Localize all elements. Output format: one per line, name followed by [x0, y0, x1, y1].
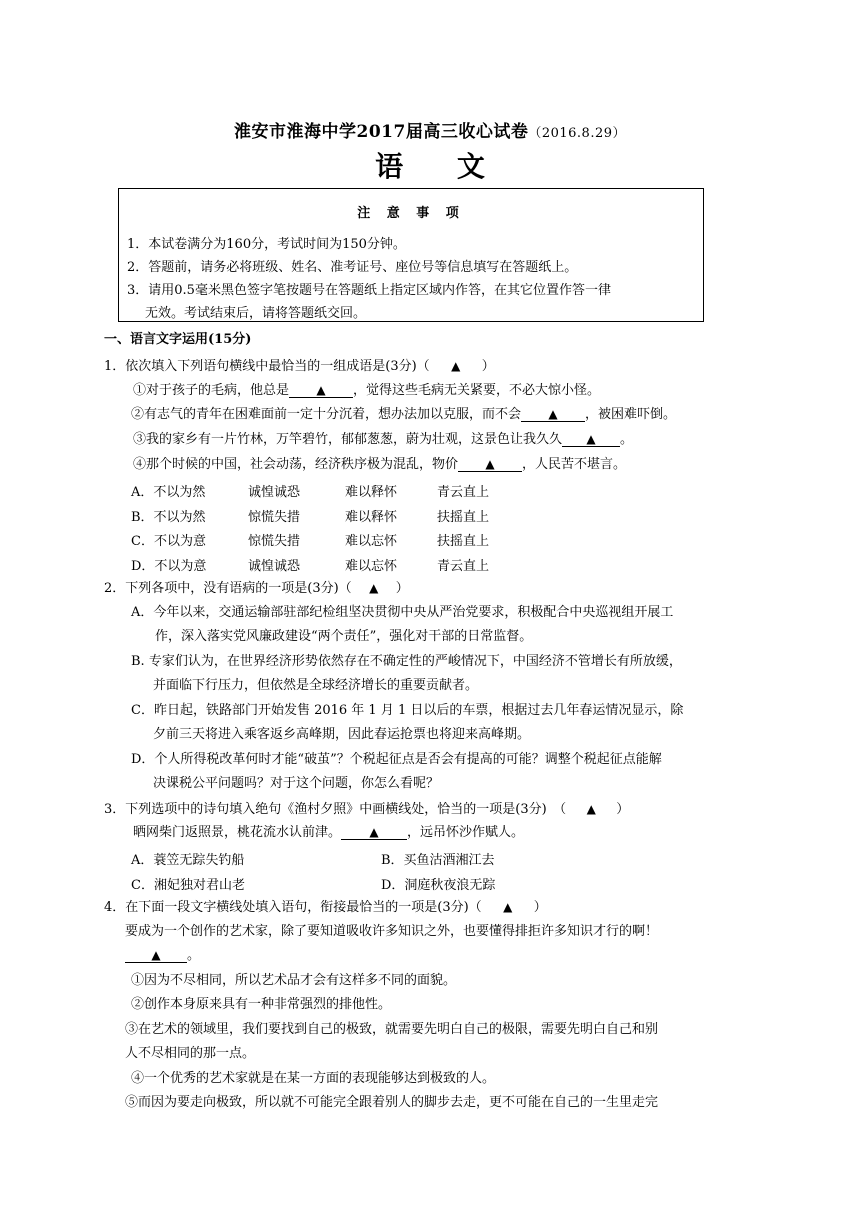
answer-marker: ▲: [451, 359, 461, 373]
notice-item-3-cont: 无效。考试结束后，请将答题纸交回。: [145, 306, 367, 321]
question-4-passage: 要成为一个创作的艺术家，除了要知道吸收许多知识之外，也要懂得排拒许多知识才行的啊！: [125, 924, 659, 939]
answer-blank: ▲: [125, 948, 187, 963]
question-3-poem: 晒网柴门返照景，桃花流水认前津。 ▲ ，远吊怀沙作赋人。: [133, 825, 525, 840]
option-1b-1: B．不以为然: [131, 510, 206, 525]
option-1d-3: 难以忘怀: [345, 559, 398, 574]
question-1-sentence-1: ①对于孩子的毛病，他总是 ▲ ，觉得这些毛病无关紧要，不必大惊小怪。: [133, 383, 601, 398]
answer-marker: ▲: [369, 581, 379, 595]
question-2-option-c-line-1: C．昨日起，铁路部门开始发售 2016 年 1 月 1 日以后的车票，根据过去几年春运情况显示，除: [131, 703, 684, 718]
notice-item-3: 3．请用0.5毫米黑色签字笔按题号在答题纸上指定区域内作答，在其它位置作答一律: [127, 283, 611, 298]
question-2-option-c-line-2: 夕前三天将进入乘客返乡高峰期，因此春运抢票也将迎来高峰期。: [153, 727, 531, 742]
section-heading-1: 一、语言文字运用(15分): [104, 332, 252, 347]
option-1b-3: 难以释怀: [345, 510, 398, 525]
question-4-item-3-line-1: ③在艺术的领域里，我们要找到自己的极致，就需要先明白自己的极限，需要先明白自己和别: [125, 1022, 659, 1037]
question-3-option-a: A．蓑笠无踪失钓船: [131, 853, 245, 868]
question-4-item-3-line-2: 人不尽相同的那一点。: [125, 1046, 256, 1061]
answer-marker: ▲: [586, 802, 596, 816]
question-1-sentence-4: ④那个时候的中国，社会动荡，经济秩序极为混乱，物价 ▲ ，人民苦不堪言。: [133, 457, 627, 472]
question-2-option-d-line-2: 决课税公平问题吗？对于这个问题，你怎么看呢？: [153, 776, 440, 791]
question-2-option-a-line-2: 作，深入落实党风廉政建设“两个责任”，强化对干部的日常监督。: [155, 629, 533, 644]
question-3-option-c: C．湘妃独对君山老: [131, 878, 245, 893]
question-3-option-b: B．买鱼沽酒湘江去: [381, 853, 495, 868]
question-4-blank-line: ▲ 。: [125, 947, 200, 965]
notice-box: [118, 188, 704, 322]
option-1d-1: D．不以为意: [131, 559, 207, 574]
option-1c-4: 扶摇直上: [437, 534, 490, 549]
option-1b-2: 惊慌失措: [248, 510, 301, 525]
option-1a-2: 诚惶诚恐: [248, 485, 301, 500]
option-1d-2: 诚惶诚恐: [248, 559, 301, 574]
question-1-stem: 1．依次填入下列语句横线中最恰当的一组成语是(3分)（ ▲ ）: [104, 359, 495, 374]
question-2-option-a-line-1: A．今年以来，交通运输部驻部纪检组坚决贯彻中央从严治党要求，积极配合中央巡视组开展工: [131, 605, 674, 620]
question-2-stem: 2．下列各项中，没有语病的一项是(3分)（ ▲ ）: [104, 581, 409, 596]
notice-item-2: 2．答题前，请务必将班级、姓名、准考证号、座位号等信息填写在答题纸上。: [127, 260, 578, 275]
question-4-item-1: ①因为不尽相同，所以艺术品才会有这样多不同的面貌。: [131, 973, 457, 988]
notice-item-1: 1．本试卷满分为160分，考试时间为150分钟。: [127, 237, 406, 252]
question-3-stem: 3．下列选项中的诗句填入绝句《渔村夕照》中画横线处，恰当的一项是(3分) （ ▲ ）: [104, 802, 630, 817]
question-3-option-d: D．洞庭秋夜浪无踪: [381, 878, 496, 893]
answer-blank: ▲: [289, 383, 353, 398]
question-4-stem: 4．在下面一段文字横线处填入语句，衔接最恰当的一项是(3分)（ ▲ ）: [104, 900, 547, 915]
question-2-option-b-line-1: B. 专家们认为，在世界经济形势依然存在不确定性的严峻情况下，中国经济不管增长有所放缓，: [131, 654, 682, 669]
exam-date: （2016.8.29）: [528, 126, 626, 141]
question-1-sentence-3: ③我的家乡有一片竹林，万竿碧竹，郁郁葱葱，蔚为壮观，这景色让我久久 ▲ 。: [133, 432, 634, 447]
question-1-sentence-2: ②有志气的青年在困难面前一定十分沉着，想办法加以克服，而不会 ▲ ，被困难吓倒。: [131, 407, 677, 422]
answer-blank: ▲: [458, 457, 522, 472]
question-4-item-4: ④一个优秀的艺术家就是在某一方面的表现能够达到极致的人。: [131, 1071, 496, 1086]
subject-title: 语 文: [375, 150, 507, 183]
question-4-item-5: ⑤而因为要走向极致，所以就不可能完全跟着别人的脚步去走，更不可能在自己的一生里走完: [125, 1095, 659, 1110]
option-1b-4: 扶摇直上: [437, 510, 490, 525]
option-1a-3: 难以释怀: [345, 485, 398, 500]
option-1c-2: 惊慌失措: [248, 534, 301, 549]
notice-title: 注 意 事 项: [357, 206, 465, 221]
exam-title-text: 淮安市淮海中学2017届高三收心试卷: [234, 122, 529, 142]
answer-marker: ▲: [503, 900, 513, 914]
question-2-option-b-line-2: 并面临下行压力，但依然是全球经济增长的重要贡献者。: [153, 678, 479, 693]
option-1a-1: A．不以为然: [131, 485, 206, 500]
answer-blank: ▲: [341, 825, 407, 840]
option-1d-4: 青云直上: [437, 559, 490, 574]
question-4-item-2: ②创作本身原来具有一种非常强烈的排他性。: [131, 997, 392, 1012]
answer-blank: ▲: [562, 432, 620, 447]
option-1a-4: 青云直上: [437, 485, 490, 500]
question-2-option-d-line-1: D．个人所得税改革何时才能“破茧”？个税起征点是否会有提高的可能？调整个税起征点能解: [131, 752, 662, 767]
exam-title: [0, 117, 860, 142]
option-1c-1: C．不以为意: [131, 534, 206, 549]
option-1c-3: 难以忘怀: [345, 534, 398, 549]
answer-blank: ▲: [521, 407, 585, 422]
